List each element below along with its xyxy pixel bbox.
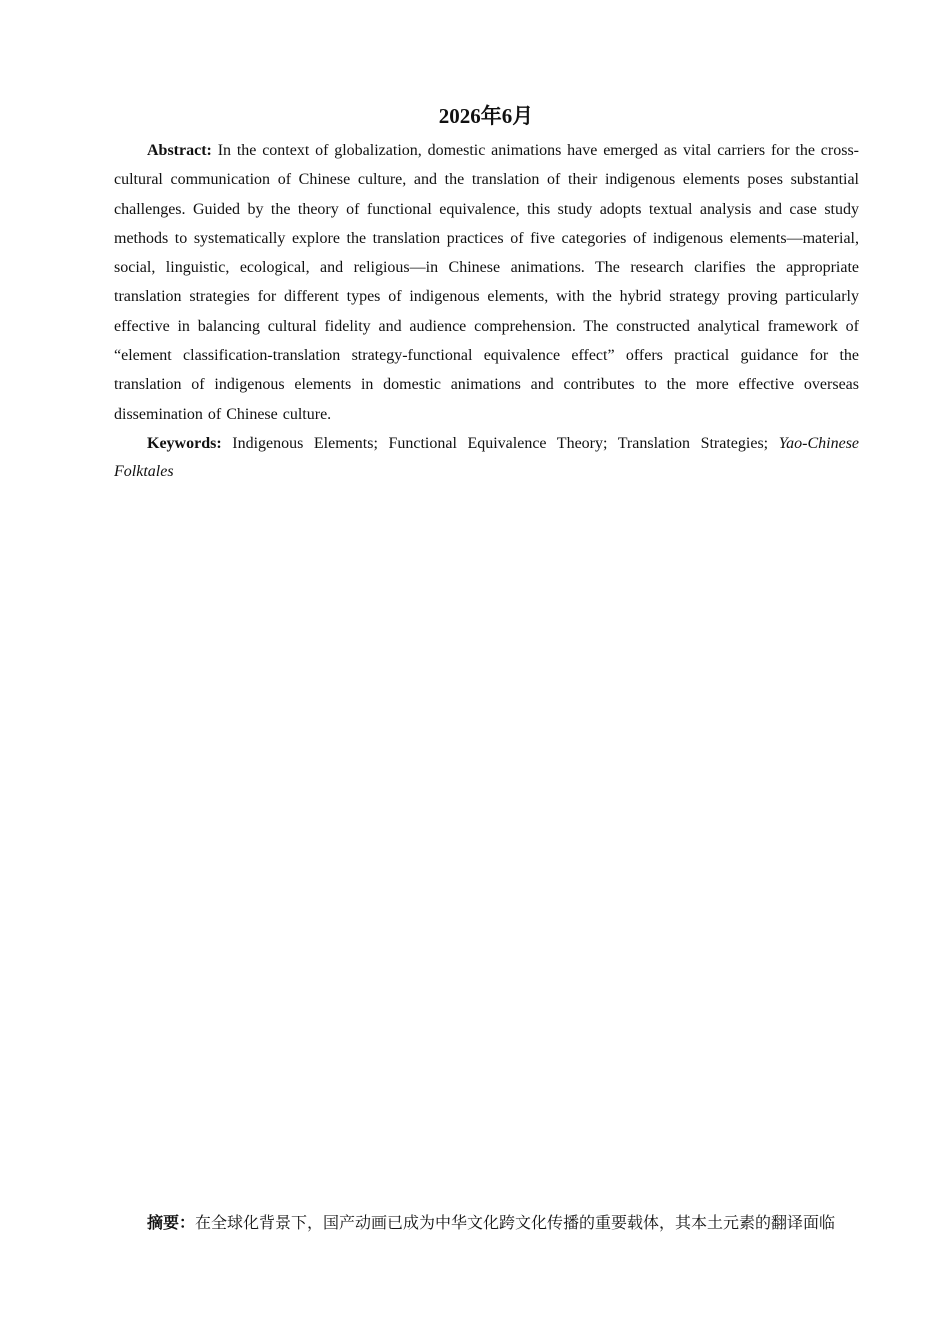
abstract-text: In the context of globalization, domestic animations have emerged as vital carriers for the cross-cultural communication of Chinese culture, and the translation of their indigenous elements poses substantial challenges. Guided by the theory of functional equivalence, this study adopts textual analysis and case study methods to systematically explore the translation practices of five categories of indigenous elements—material, social, linguistic, ecological, and religious—in Chinese animations. The research clarifies the appropriate translation strategies for different types of indigenous elements, with the hybrid strategy proving particularly effective in balancing cultural fidelity and audience comprehension. The constructed analytical framework of “element classification-translation strategy-functional equivalence effect” offers practical guidance for the translation of indigenous elements in domestic animations and contributes to the more effective overseas dissemination of Chinese culture. [114,142,859,423]
english-abstract-section [114,136,859,486]
keywords-italic-text: Yao-Chinese Folktales [114,434,860,480]
chinese-abstract-label: 摘要： [147,1215,196,1232]
chinese-abstract-paragraph [114,1209,859,1238]
chinese-abstract-text: 在全球化背景下，国产动画已成为中华文化跨文化传播的重要载体，其本土元素的翻译面临 [195,1215,836,1232]
date-heading: 2026年6月 [438,104,534,128]
keywords-text: Indigenous Elements; Functional Equivalence Theory; Translation Strategies; [232,434,769,452]
abstract-label: Abstract: [147,142,212,159]
abstract-paragraph [114,136,859,429]
keywords-label: Keywords: [147,434,222,452]
keywords-paragraph [114,430,859,486]
